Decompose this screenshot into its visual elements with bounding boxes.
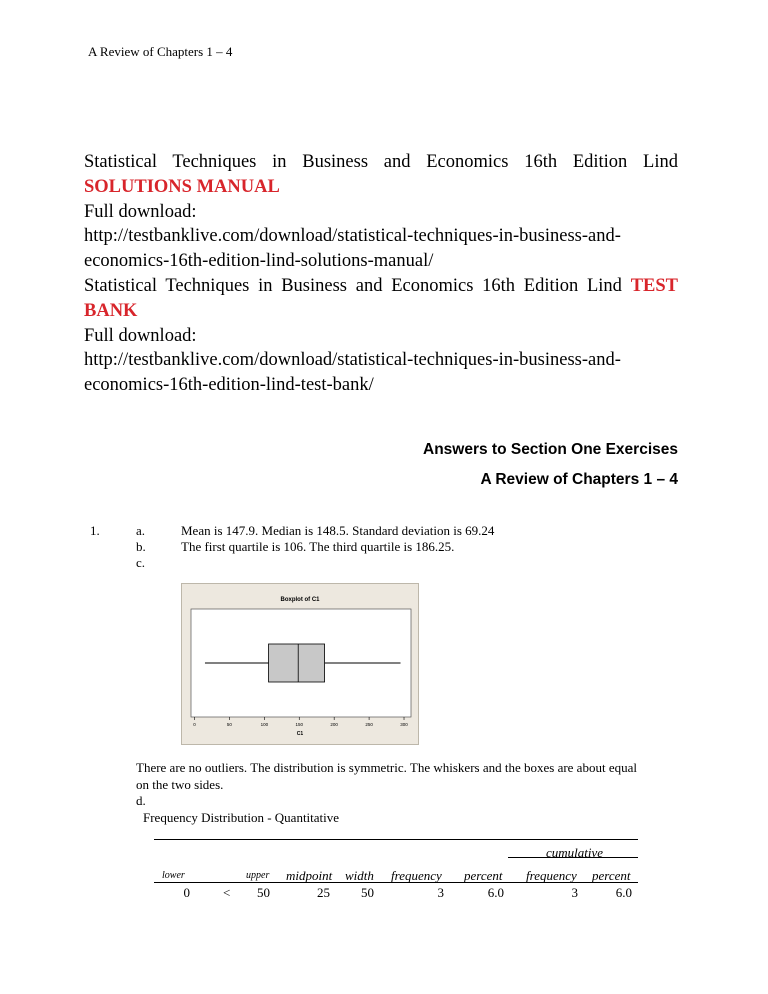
col-header-cum-percent: percent [592,868,631,883]
col-header-upper: upper [246,870,270,881]
cumulative-group-header: cumulative [546,845,604,860]
section-subtitle: A Review of Chapters 1 – 4 [480,471,678,488]
part-d-label: d. [136,793,146,808]
part-c-answer [136,760,678,810]
row-cum-frequency: 3 [571,885,578,900]
solutions-url-part-2[interactable]: economics-16th-edition-lind-solutions-manual/ [84,251,434,272]
col-header-midpoint: midpoint [286,868,333,883]
section-title: Answers to Section One Exercises [423,441,678,458]
testbank-url-part-2[interactable]: economics-16th-edition-lind-test-bank/ [84,375,374,396]
row-upper: 50 [257,885,270,900]
boxplot-chart [181,583,419,745]
row-percent: 6.0 [487,885,504,900]
part-b-label: b. [136,539,146,554]
row-lower: 0 [183,885,190,900]
part-c-answer-line-1: There are no outliers. The distribution is symmetric. The whiskers and the boxes are about equal [136,760,637,775]
intro-block [84,150,678,398]
row-midpoint: 25 [317,885,330,900]
table-top-rule [154,839,638,840]
row-frequency: 3 [437,885,444,900]
part-c-answer-line-2: on the two sides. [136,776,224,792]
test-label: TEST [630,275,678,296]
running-header: A Review of Chapters 1 – 4 [88,44,233,59]
x-axis-label: C1 [296,731,304,737]
col-header-frequency: frequency [391,868,442,883]
row-width: 50 [361,885,374,900]
col-header-cum-frequency: frequency [526,868,577,883]
testbank-url-part-1[interactable]: http://testbanklive.com/download/statistical-techniques-in-business-and- [84,350,621,371]
x-tick-label: 200 [330,722,338,727]
row-cum-percent: 6.0 [615,885,632,900]
x-tick-label: 100 [260,722,269,727]
cumulative-header-rule [508,857,638,858]
row-operator: < [223,885,231,900]
part-c-label: c. [136,555,146,570]
col-header-lower: lower [162,870,185,881]
full-download-label-2: Full download: [84,325,197,346]
bank-label: BANK [84,300,138,321]
interquartile-box [269,644,325,682]
book-title-text-2: Statistical Techniques in Business and Economics 16th Edition Lind [84,275,622,296]
book-title-line-2 [84,274,678,299]
part-a-text: Mean is 147.9. Median is 148.5. Standard deviation is 69.24 [181,523,495,538]
x-tick-label: 50 [226,722,232,727]
boxplot-svg [182,584,418,744]
solutions-manual-label: SOLUTIONS MANUAL [84,176,280,197]
book-title-line-1: Statistical Techniques in Business and Economics 16th Edition Lind [84,152,678,172]
solutions-url-part-1[interactable]: http://testbanklive.com/download/statistical-techniques-in-business-and- [84,226,621,247]
x-tick-label: 150 [295,722,304,727]
col-header-percent: percent [464,868,503,883]
frequency-table-title: Frequency Distribution - Quantitative [143,810,340,825]
x-tick-label: 0 [193,722,196,727]
full-download-label-1: Full download: [84,201,197,222]
header-bottom-rule [154,882,638,883]
part-b-text: The first quartile is 106. The third quartile is 186.25. [181,539,455,554]
col-header-width: width [345,868,374,883]
x-tick-label: 250 [365,722,373,727]
chart-title: Boxplot of C1 [280,597,320,603]
part-a-label: a. [136,523,146,538]
question-number: 1. [90,523,100,538]
x-tick-label: 300 [400,722,408,727]
